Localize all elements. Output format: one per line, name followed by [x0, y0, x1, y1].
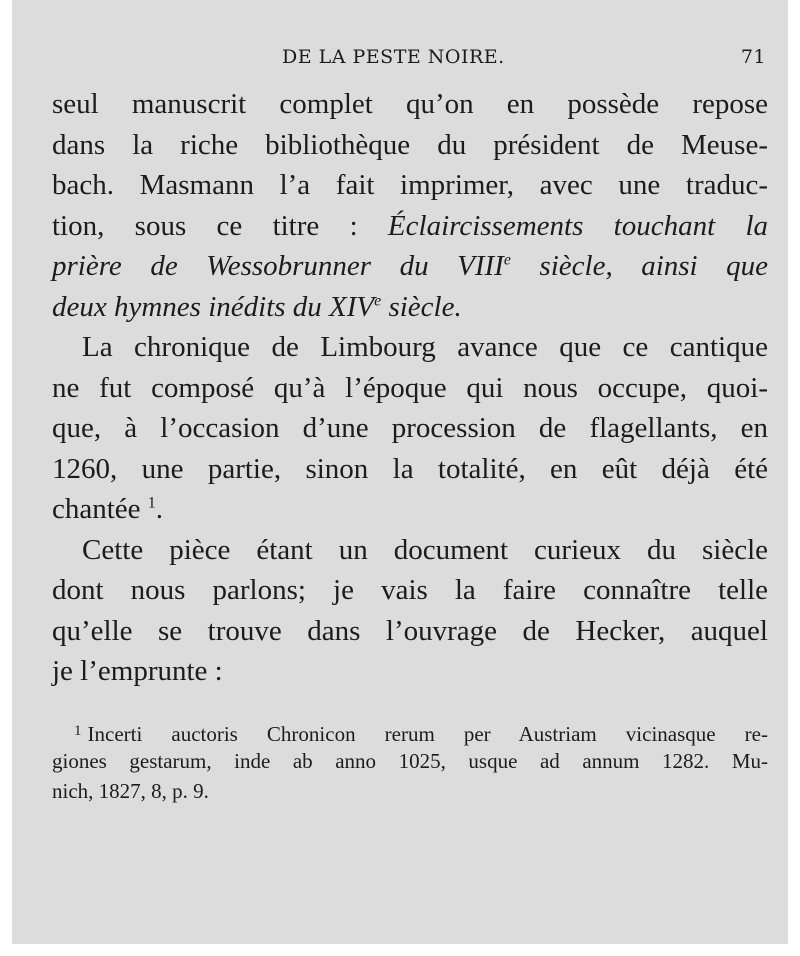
body-text [52, 84, 768, 692]
text-line: dont nous parlons; je vais la faire connaître telle [52, 574, 768, 606]
footnote-marker: 1 [74, 723, 82, 739]
page-number: 71 [740, 46, 766, 68]
italic-title: prière de Wessobrunner du VIII [52, 250, 504, 282]
paragraph [52, 327, 768, 530]
text-line: 1260, une partie, sinon la totalité, en eût déjà été [52, 452, 768, 485]
text-line [52, 287, 768, 328]
footnote [52, 716, 768, 806]
text-line: Cette pièce étant un document curieux du siècle [82, 533, 768, 566]
text-line: dans la riche bibliothèque du président de Meuse- [52, 128, 768, 161]
paragraph [52, 530, 768, 692]
footnote-reference[interactable]: 1 [147, 494, 156, 512]
text-line: je l’emprunte : [52, 655, 223, 687]
superscript: e [374, 291, 382, 309]
text-line: bach. Masmann l’a fait imprimer, avec une traduc- [52, 169, 768, 201]
text-line: que, à l’occasion d’une procession de flagellants, en [52, 412, 768, 444]
footnote-line: nich, 1827, 8, p. 9. [52, 779, 209, 803]
footnote-text: Incerti auctoris Chronicon rerum per Austriam vicinasque re- [87, 722, 768, 746]
text-line: ne fut composé qu’à l’époque qui nous occupe, quoi- [52, 371, 768, 404]
text-run: tion, sous ce titre : [52, 209, 388, 242]
text-line [52, 489, 768, 530]
running-head [12, 46, 776, 70]
text-run: . [155, 493, 164, 525]
superscript: e [503, 251, 511, 269]
text-line: qu’elle se trouve dans l’ouvrage de Hecker, auquel [52, 614, 768, 647]
italic-title: siècle, ainsi que [510, 250, 769, 282]
text-line: La chronique de Limbourg avance que ce cantique [82, 331, 768, 363]
footnote-line [52, 716, 768, 746]
running-title: DE LA PESTE NOIRE. [282, 46, 505, 68]
text-run: chantée [52, 493, 148, 525]
paragraph [52, 84, 768, 327]
text-line [52, 206, 768, 247]
italic-title: deux hymnes inédits du XIV [52, 290, 375, 323]
italic-title: siècle. [381, 290, 462, 323]
text-line: seul manuscrit complet qu’on en possède repose [52, 88, 768, 120]
text-line [52, 246, 768, 287]
footnote-line: giones gestarum, inde ab anno 1025, usque ad annum 1282. Mu- [52, 749, 768, 773]
book-page [12, 0, 788, 944]
italic-title: Éclaircissements touchant la [387, 209, 768, 242]
